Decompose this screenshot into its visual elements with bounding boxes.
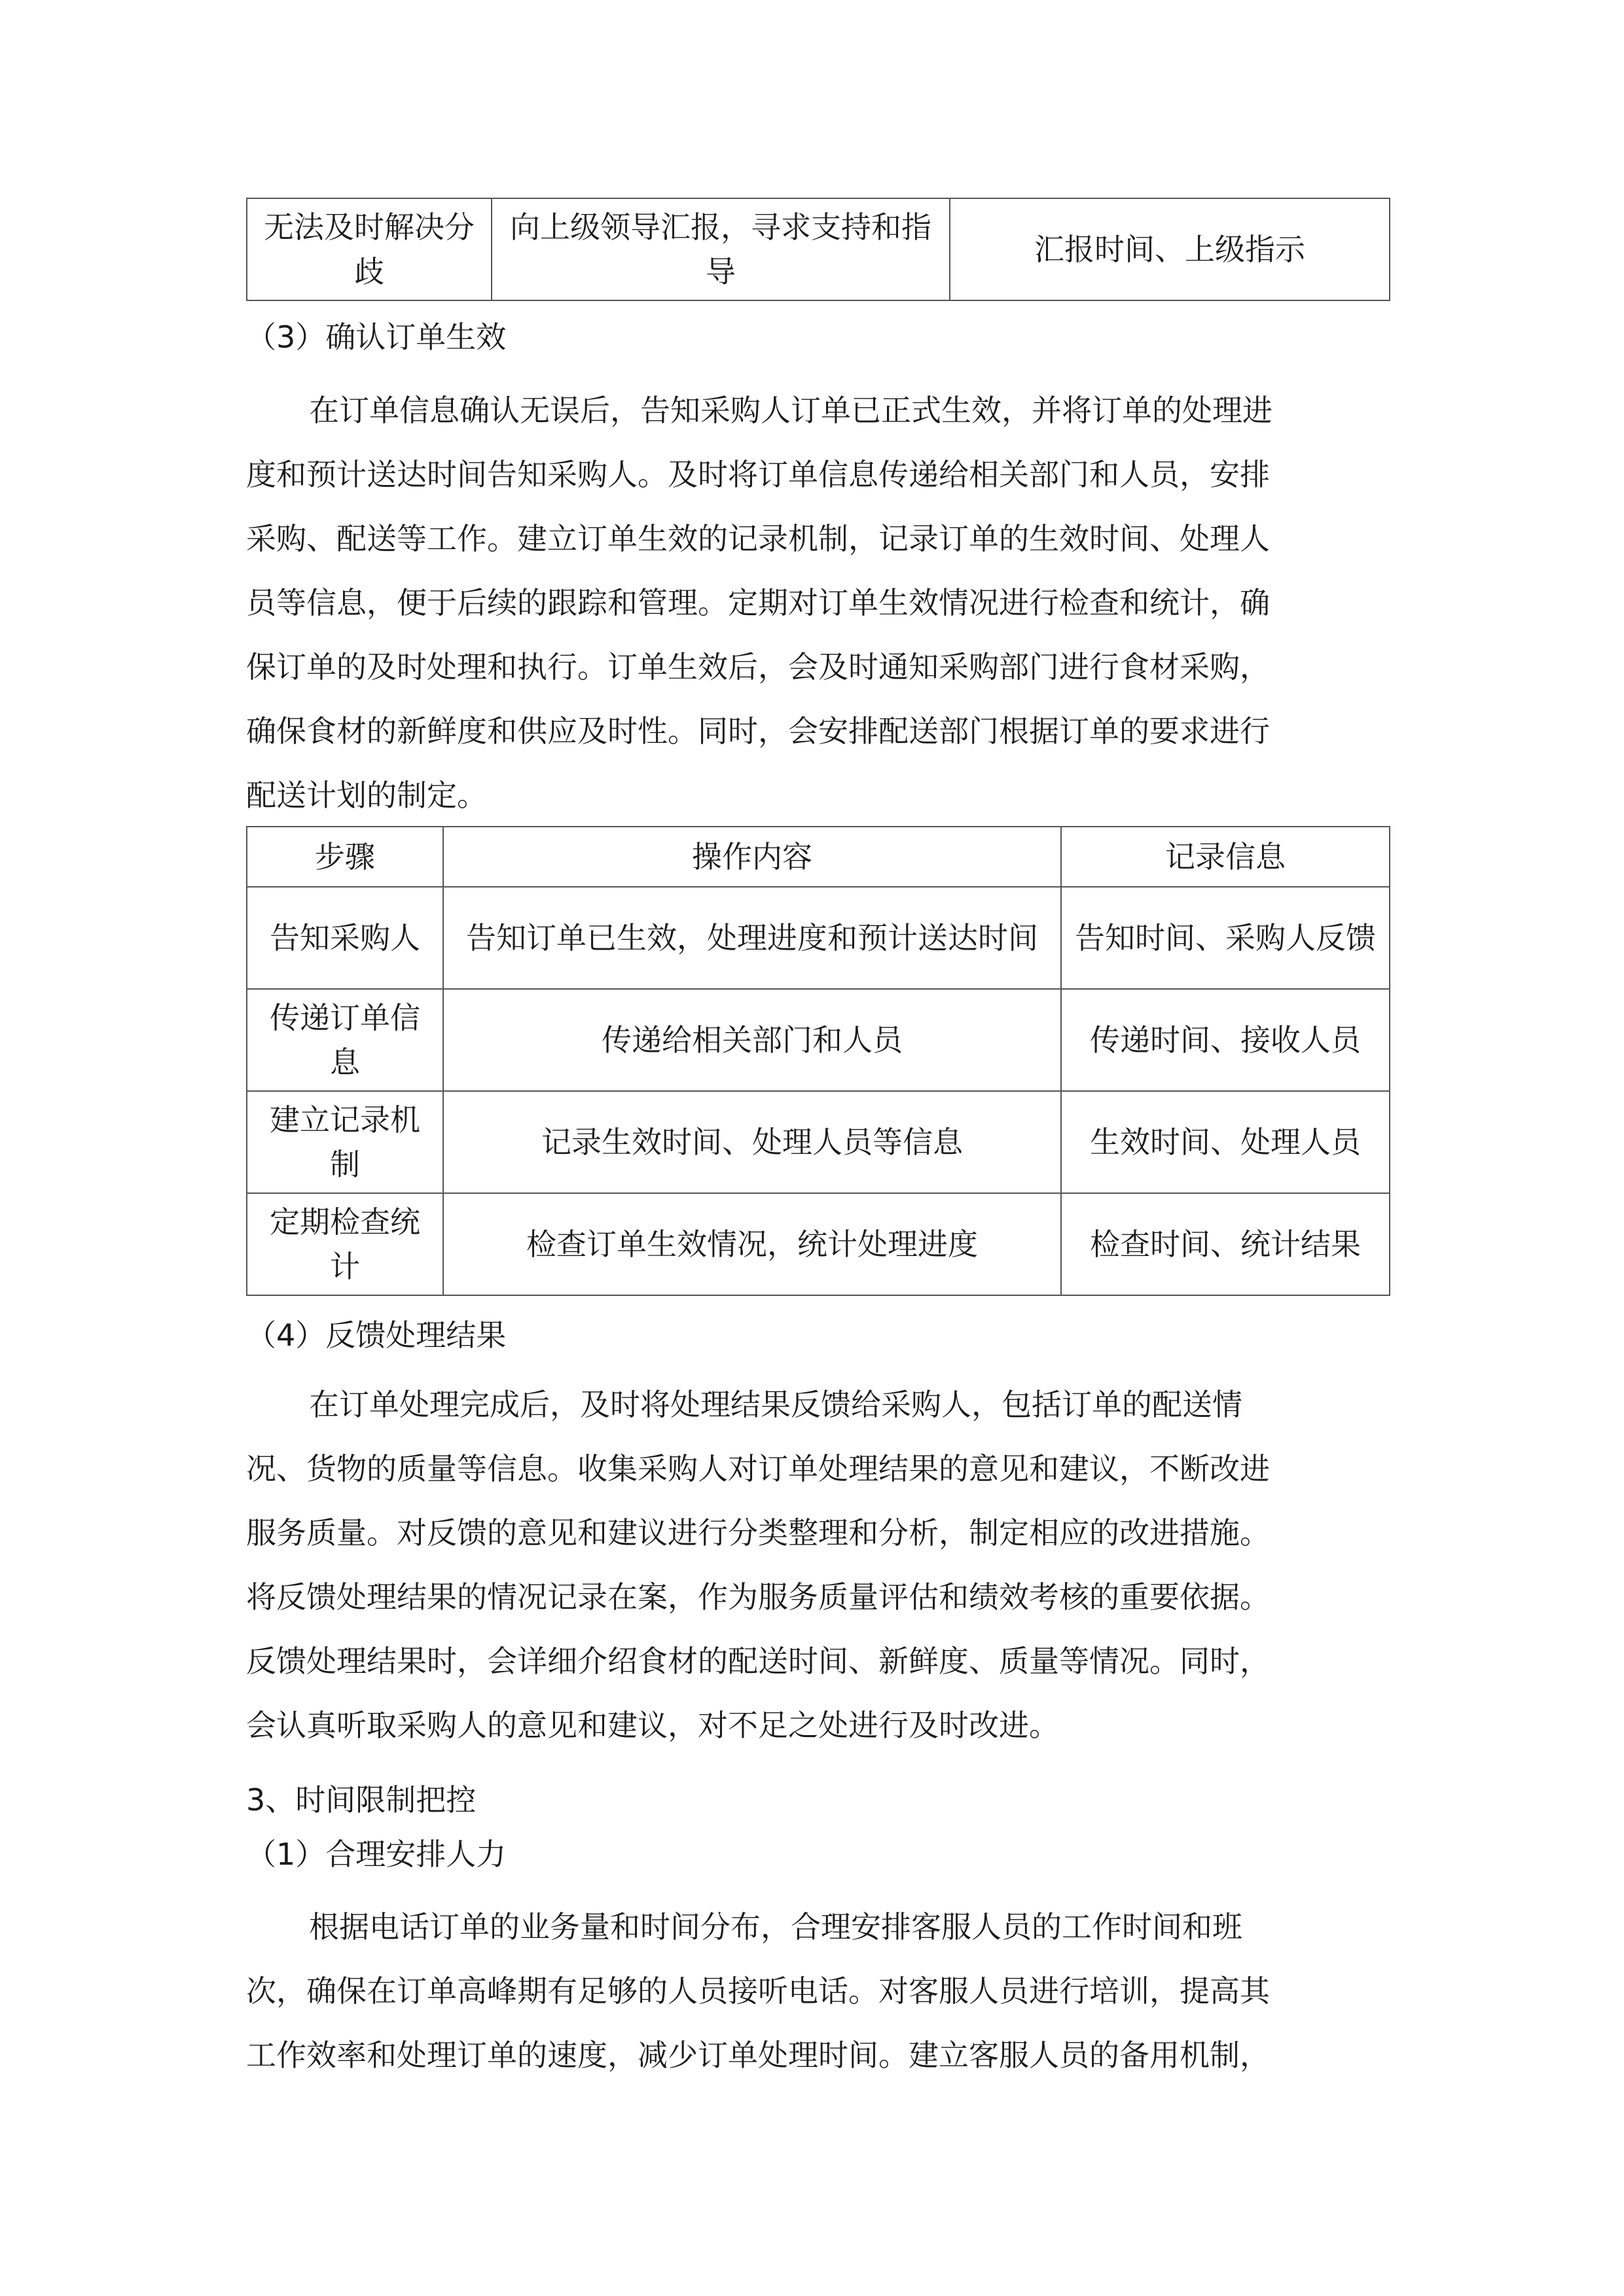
table-row	[247, 1193, 1390, 1295]
paragraph-line: 确保食材的新鲜度和供应及时性。同时，会安排配送部门根据订单的要求进行	[246, 713, 1270, 749]
table-cell: 告知采购人	[247, 887, 443, 989]
order-steps-table	[246, 826, 1390, 1296]
section-heading-feedback: （4）反馈处理结果	[246, 1318, 507, 1353]
table-cell: 检查时间、统计结果	[1061, 1193, 1390, 1295]
paragraph-line: 况、货物的质量等信息。收集采购人对订单处理结果的意见和建议，不断改进	[246, 1451, 1270, 1486]
paragraph-line: 服务质量。对反馈的意见和建议进行分类整理和分析，制定相应的改进措施。	[246, 1515, 1270, 1551]
table-cell: 传递时间、接收人员	[1061, 989, 1390, 1091]
paragraph-line: 度和预计送达时间告知采购人。及时将订单信息传递给相关部门和人员，安排	[246, 457, 1270, 492]
table-row	[247, 887, 1390, 989]
section-heading-confirm-order: （3）确认订单生效	[246, 319, 507, 355]
column-header: 步骤	[247, 827, 443, 887]
paragraph-line: 根据电话订单的业务量和时间分布，合理安排客服人员的工作时间和班	[309, 1909, 1242, 1945]
table-cell: 告知订单已生效，处理进度和预计送达时间	[443, 887, 1061, 989]
paragraph-line: 会认真听取采购人的意见和建议，对不足之处进行及时改进。	[246, 1708, 1059, 1743]
paragraph-line: 保订单的及时处理和执行。订单生效后，会及时通知采购部门进行食材采购，	[246, 649, 1270, 685]
paragraph-line: 在订单处理完成后，及时将处理结果反馈给采购人，包括订单的配送情	[309, 1387, 1242, 1422]
table-cell: 告知时间、采购人反馈	[1061, 887, 1390, 989]
table-cell: 生效时间、处理人员	[1061, 1091, 1390, 1193]
escalation-table	[246, 198, 1390, 301]
table-cell: 记录生效时间、处理人员等信息	[443, 1091, 1061, 1193]
paragraph-line: 采购、配送等工作。建立订单生效的记录机制，记录订单的生效时间、处理人	[246, 521, 1270, 556]
table-cell: 无法及时解决分歧	[247, 198, 492, 300]
table-cell: 传递订单信息	[247, 989, 443, 1091]
paragraph-line: 次，确保在订单高峰期有足够的人员接听电话。对客服人员进行培训，提高其	[246, 1973, 1270, 2009]
subsection-heading-staffing: （1）合理安排人力	[246, 1837, 507, 1872]
paragraph-feedback	[246, 1372, 1389, 1757]
column-header: 记录信息	[1061, 827, 1390, 887]
table-row	[247, 1091, 1390, 1193]
paragraph-staffing	[246, 1895, 1389, 2087]
paragraph-line: 在订单信息确认无误后，告知采购人订单已正式生效，并将订单的处理进	[309, 393, 1272, 428]
table-cell: 汇报时间、上级指示	[950, 198, 1390, 300]
section-heading-time-control: 3、时间限制把控	[246, 1782, 477, 1818]
table-cell: 向上级领导汇报，寻求支持和指导	[492, 198, 950, 300]
paragraph-line: 配送计划的制定。	[246, 778, 487, 813]
table-cell: 传递给相关部门和人员	[443, 989, 1061, 1091]
paragraph-line: 工作效率和处理订单的速度，减少订单处理时间。建立客服人员的备用机制，	[246, 2037, 1270, 2073]
table-cell: 检查订单生效情况，统计处理进度	[443, 1193, 1061, 1295]
table-cell: 定期检查统计	[247, 1193, 443, 1295]
column-header: 操作内容	[443, 827, 1061, 887]
table-header-row	[247, 827, 1390, 887]
table-row	[247, 198, 1390, 300]
table-cell: 建立记录机制	[247, 1091, 443, 1193]
paragraph-line: 员等信息，便于后续的跟踪和管理。定期对订单生效情况进行检查和统计，确	[246, 585, 1270, 620]
paragraph-confirm-order	[246, 378, 1389, 827]
paragraph-line: 反馈处理结果时，会详细介绍食材的配送时间、新鲜度、质量等情况。同时，	[246, 1643, 1270, 1679]
paragraph-line: 将反馈处理结果的情况记录在案，作为服务质量评估和绩效考核的重要依据。	[246, 1579, 1270, 1615]
table-row	[247, 989, 1390, 1091]
